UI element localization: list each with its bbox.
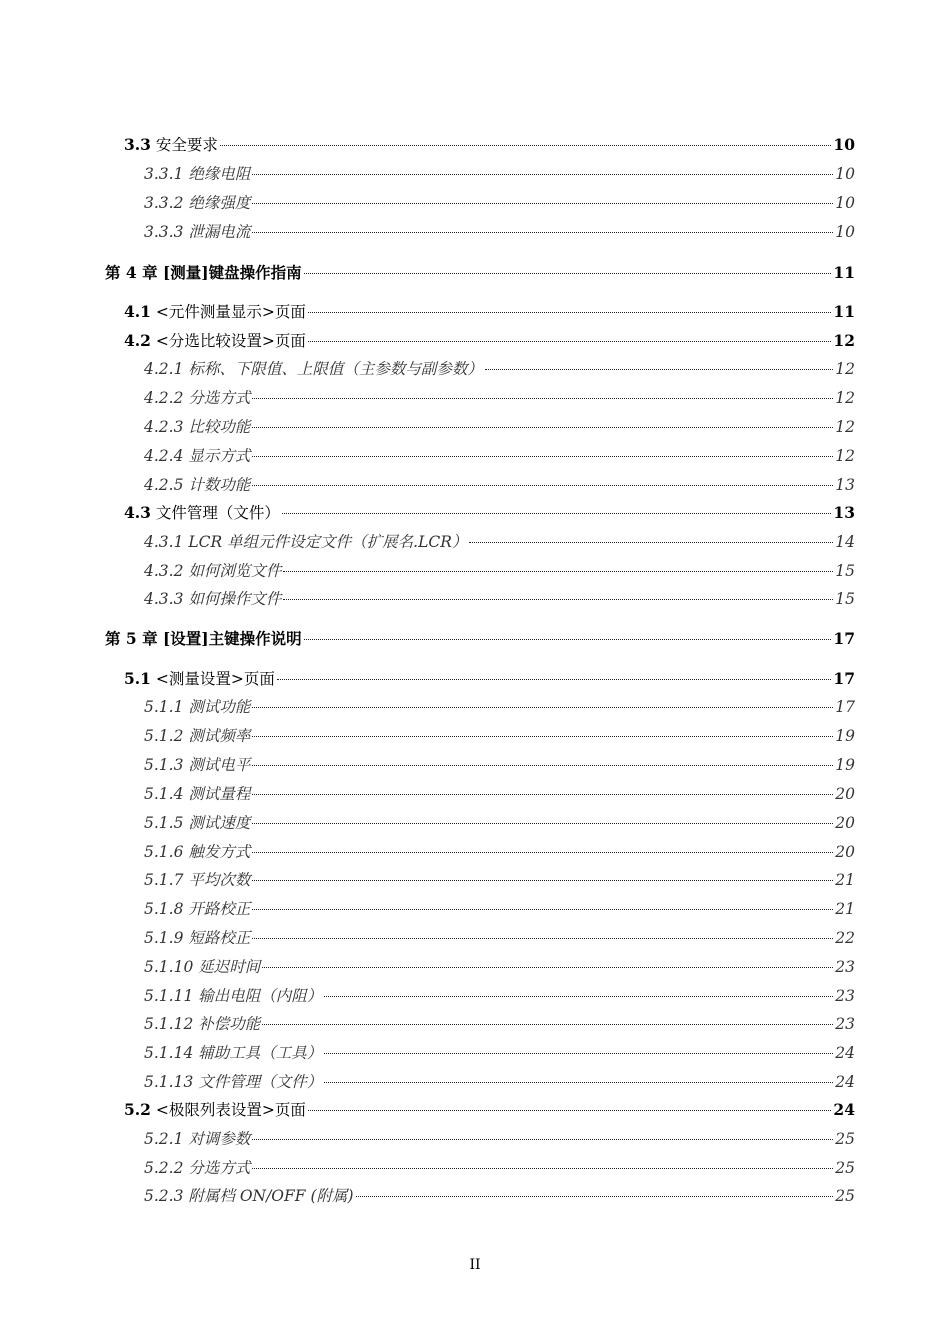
- toc-entry[interactable]: [144, 984, 855, 1006]
- dot-leader: [252, 485, 833, 486]
- dot-leader: [308, 1110, 832, 1111]
- dot-leader: [308, 341, 832, 342]
- dot-leader: [308, 312, 832, 313]
- toc-page-number: 21: [835, 900, 855, 918]
- toc-page-number: 14: [835, 533, 855, 551]
- dot-leader: [324, 1082, 833, 1083]
- toc-entry-text: 对调参数: [188, 1130, 251, 1148]
- toc-entry[interactable]: [144, 473, 855, 495]
- dot-leader: [324, 1053, 833, 1054]
- toc-page-number: 13: [833, 503, 855, 522]
- dot-leader: [252, 880, 833, 881]
- dot-leader: [262, 967, 833, 968]
- toc-entry-text: 附属档 ON/OFF (附属): [188, 1187, 354, 1205]
- toc-entry-text: 文件管理（文件）: [198, 1073, 323, 1091]
- dot-leader: [252, 398, 833, 399]
- toc-page-number: 25: [835, 1159, 855, 1177]
- toc-entry-number: 5.1.5: [144, 814, 184, 832]
- dot-leader: [283, 599, 833, 600]
- toc-entry-title: [144, 415, 250, 437]
- toc-entry-number: 5.2.3: [144, 1187, 184, 1205]
- toc-entry-number: 4.3.3: [144, 590, 184, 608]
- toc-entry[interactable]: [144, 1184, 855, 1206]
- toc-entry[interactable]: [124, 501, 855, 523]
- toc-entry-text: 泄漏电流: [188, 223, 251, 241]
- toc-entry-title: [144, 530, 467, 552]
- toc-entry-title: [124, 1098, 306, 1120]
- toc-entry-text: 分选方式: [188, 1159, 251, 1177]
- toc-page-number: 24: [835, 1044, 855, 1062]
- toc-entry-number: 5.1.9: [144, 929, 189, 947]
- toc-entry-number: 5.2: [124, 1100, 151, 1119]
- toc-entry-text: 触发方式: [188, 843, 251, 861]
- toc-entry-number: 3.3.1: [144, 165, 184, 183]
- toc-page-number: 11: [833, 302, 855, 321]
- toc-entry-number: 3.3.2: [144, 194, 189, 212]
- toc-page-number: 11: [833, 263, 855, 282]
- toc-entry[interactable]: [144, 357, 855, 379]
- toc-page-number: 20: [835, 843, 855, 861]
- dot-leader: [252, 765, 833, 766]
- toc-page-number: 12: [835, 389, 855, 407]
- dot-leader: [277, 679, 832, 680]
- toc-page-number: 22: [835, 929, 855, 947]
- toc-page-number: 12: [835, 418, 855, 436]
- toc-entry-title: [144, 162, 250, 184]
- toc-entry-text: 文件管理（文件）: [155, 504, 280, 522]
- dot-leader: [252, 1139, 833, 1140]
- toc-entry[interactable]: [124, 300, 855, 322]
- toc-entry-number: 5.1.1: [144, 698, 184, 716]
- toc-page-number: 10: [835, 165, 855, 183]
- toc-entry-title: [144, 1184, 354, 1206]
- toc-entry-title: [144, 811, 250, 833]
- toc-entry[interactable]: [144, 724, 855, 746]
- toc-page-number: 12: [833, 331, 855, 350]
- toc-entry-text: 如何操作文件: [188, 590, 282, 608]
- toc-entry-number: 5.1.10: [144, 958, 199, 976]
- toc-entry-text: 测试速度: [188, 814, 251, 832]
- toc-page-number: 15: [835, 562, 855, 580]
- toc-entry[interactable]: [144, 386, 855, 408]
- toc-page-number: 10: [835, 194, 855, 212]
- toc-entry-title: [144, 587, 281, 609]
- toc-entry-text: 辅助工具（工具）: [198, 1044, 323, 1062]
- toc-entry-text: 测试功能: [188, 698, 251, 716]
- toc-entry-number: 5.1.4: [144, 785, 184, 803]
- toc-entry[interactable]: [144, 444, 855, 466]
- toc-page-number: 12: [835, 360, 855, 378]
- toc-entry-number: 5.1.8: [144, 900, 189, 918]
- toc-entry-text: 平均次数: [188, 871, 251, 889]
- toc-entry[interactable]: [144, 587, 855, 609]
- toc-page-number: 23: [835, 958, 855, 976]
- toc-entry-title: [144, 473, 250, 495]
- toc-entry[interactable]: [144, 926, 855, 948]
- toc-page-number: 19: [835, 727, 855, 745]
- toc-entry-number: 5.1.12: [144, 1015, 194, 1033]
- toc-entry[interactable]: [144, 1156, 855, 1178]
- toc-entry-number: 3.3.3: [144, 223, 184, 241]
- toc-entry-text: 标称、下限值、上限值（主参数与副参数）: [188, 360, 483, 378]
- toc-entry-text: 如何浏览文件: [188, 562, 282, 580]
- toc-entry-title: [144, 444, 250, 466]
- dot-leader: [282, 513, 832, 514]
- toc-entry[interactable]: [124, 329, 855, 351]
- toc-entry-title: [105, 261, 302, 283]
- toc-entry[interactable]: [144, 955, 855, 977]
- toc-page-number: 24: [833, 1100, 855, 1119]
- toc-entry-number: 5.1.2: [144, 727, 184, 745]
- dot-leader: [262, 1024, 833, 1025]
- dot-leader: [252, 203, 833, 204]
- toc-entry-title: [144, 1041, 322, 1063]
- dot-leader: [220, 145, 832, 146]
- toc-entry-title: [144, 782, 250, 804]
- toc-entry-number: 4.2.3: [144, 418, 189, 436]
- toc-entry-title: [144, 357, 483, 379]
- toc-page-number: 15: [835, 590, 855, 608]
- toc-entry-number: 5.1: [124, 669, 151, 688]
- dot-leader: [356, 1196, 834, 1197]
- toc-entry[interactable]: [144, 782, 855, 804]
- toc-entry-text: 延迟时间: [198, 958, 261, 976]
- toc-entry[interactable]: [144, 415, 855, 437]
- dot-leader: [252, 1168, 833, 1169]
- toc-entry[interactable]: [144, 1127, 855, 1149]
- toc-entry-text: 输出电阻（内阻）: [198, 987, 323, 1005]
- toc-entry-text: <极限列表设置>页面: [155, 1101, 306, 1119]
- toc-chapter-entry[interactable]: [105, 261, 855, 283]
- toc-entry-number: 5.1.6: [144, 843, 189, 861]
- toc-entry-text: 开路校正: [188, 900, 251, 918]
- toc-entry-number: 4.1: [124, 302, 151, 321]
- toc-entry[interactable]: [144, 1012, 855, 1034]
- toc-entry[interactable]: [124, 133, 855, 155]
- toc-entry-text: 绝缘强度: [188, 194, 251, 212]
- toc-page-number: 19: [835, 756, 855, 774]
- toc-entry[interactable]: [144, 1041, 855, 1063]
- toc-entry-number: 4.3: [124, 503, 151, 522]
- toc-entry-number: 5.1.11: [144, 987, 199, 1005]
- toc-entry-text: LCR 单组元件设定文件（扩展名.LCR）: [188, 533, 468, 551]
- toc-entry-text: 显示方式: [188, 447, 251, 465]
- toc-page-number: 13: [835, 476, 855, 494]
- toc-entry-number: 4.2.2: [144, 389, 189, 407]
- toc-page-number: 21: [835, 871, 855, 889]
- toc-page-number: 20: [835, 814, 855, 832]
- toc-entry-text: <元件测量显示>页面: [155, 303, 306, 321]
- dot-leader: [324, 996, 833, 997]
- toc-entry[interactable]: [144, 191, 855, 213]
- toc-entry-text: 第 4 章 [测量]键盘操作指南: [105, 263, 302, 282]
- toc-page-number: 17: [833, 629, 855, 648]
- toc-entry-number: 4.2.1: [144, 360, 189, 378]
- toc-entry-title: [144, 926, 250, 948]
- toc-entry-title: [124, 133, 218, 155]
- toc-entry-number: 5.2.1: [144, 1130, 189, 1148]
- toc-entry-text: 短路校正: [188, 929, 251, 947]
- dot-leader: [252, 794, 833, 795]
- toc-entry-title: [144, 984, 322, 1006]
- toc-chapter-entry[interactable]: [105, 627, 855, 649]
- toc-entry[interactable]: [144, 695, 855, 717]
- toc-entry-number: 4.2: [124, 331, 151, 350]
- toc-entry-title: [124, 329, 306, 351]
- toc-entry-title: [144, 897, 250, 919]
- toc-entry[interactable]: [144, 753, 855, 775]
- toc-entry-number: 5.1.13: [144, 1073, 199, 1091]
- dot-leader: [252, 174, 833, 175]
- toc-entry-number: 5.1.7: [144, 871, 184, 889]
- toc-entry-text: 计数功能: [188, 476, 251, 494]
- toc-entry-title: [144, 753, 250, 775]
- toc-entry-title: [124, 501, 280, 523]
- toc-entry[interactable]: [144, 811, 855, 833]
- toc-entry-text: 测试量程: [188, 785, 251, 803]
- dot-leader: [252, 232, 833, 233]
- toc-entry-number: 5.1.3: [144, 756, 184, 774]
- toc-entry-title: [105, 627, 302, 649]
- toc-page-number: 23: [835, 1015, 855, 1033]
- toc-entry-text: 绝缘电阻: [188, 165, 251, 183]
- toc-entry-number: 4.3.2: [144, 562, 189, 580]
- toc-entry-text: 安全要求: [155, 136, 218, 154]
- dot-leader: [283, 571, 833, 572]
- toc-entry-title: [144, 724, 250, 746]
- toc-entry-number: 4.3.1: [144, 533, 184, 551]
- page-number: II: [469, 1257, 481, 1273]
- toc-page-number: 23: [835, 987, 855, 1005]
- toc-entry-text: 比较功能: [188, 418, 251, 436]
- toc-entry-text: <分选比较设置>页面: [155, 332, 306, 350]
- toc-page-number: 10: [835, 223, 855, 241]
- toc-entry-text: 测试电平: [188, 756, 251, 774]
- toc-entry[interactable]: [144, 868, 855, 890]
- toc-entry[interactable]: [144, 1070, 855, 1092]
- dot-leader: [252, 909, 833, 910]
- toc-entry-text: 补偿功能: [198, 1015, 261, 1033]
- toc-entry[interactable]: [124, 667, 855, 689]
- toc-entry-title: [144, 1127, 250, 1149]
- dot-leader: [252, 852, 833, 853]
- toc-entry[interactable]: [144, 840, 855, 862]
- toc-entry-title: [144, 840, 250, 862]
- toc-entry-text: <测量设置>页面: [155, 670, 275, 688]
- toc-page-number: 12: [835, 447, 855, 465]
- toc-entry-number: 4.2.4: [144, 447, 189, 465]
- toc-entry-title: [144, 695, 250, 717]
- dot-leader: [304, 639, 832, 640]
- toc-entry-title: [144, 868, 250, 890]
- dot-leader: [252, 427, 833, 428]
- toc-entry-number: 5.1.14: [144, 1044, 199, 1062]
- toc-entry-title: [144, 1012, 260, 1034]
- toc-page-number: 25: [835, 1130, 855, 1148]
- toc-page-number: 25: [835, 1187, 855, 1205]
- toc-entry-title: [144, 1070, 322, 1092]
- dot-leader: [469, 542, 833, 543]
- toc-entry-number: 4.2.5: [144, 476, 189, 494]
- dot-leader: [252, 456, 833, 457]
- toc-entry-title: [144, 1156, 250, 1178]
- toc-entry-text: 测试频率: [188, 727, 251, 745]
- dot-leader: [485, 369, 833, 370]
- toc-entry[interactable]: [124, 1098, 855, 1120]
- dot-leader: [252, 938, 833, 939]
- toc-entry-title: [144, 386, 250, 408]
- toc-entry[interactable]: [144, 559, 855, 581]
- toc-page-number: 17: [835, 698, 855, 716]
- dot-leader: [304, 273, 832, 274]
- toc-page-number: 24: [835, 1073, 855, 1091]
- dot-leader: [252, 707, 833, 708]
- toc-entry-title: [144, 220, 250, 242]
- toc-entry-title: [124, 667, 275, 689]
- dot-leader: [252, 736, 833, 737]
- toc-page-number: 20: [835, 785, 855, 803]
- toc-entry-text: 第 5 章 [设置]主键操作说明: [105, 629, 302, 648]
- toc-entry-title: [124, 300, 306, 322]
- toc-entry[interactable]: [144, 162, 855, 184]
- toc-entry-number: 5.2.2: [144, 1159, 189, 1177]
- toc-entry[interactable]: [144, 530, 855, 552]
- toc-entry[interactable]: [144, 897, 855, 919]
- toc-entry-number: 3.3: [124, 135, 151, 154]
- toc-page-number: 10: [833, 135, 855, 154]
- toc-entry-text: 分选方式: [188, 389, 251, 407]
- toc-entry-title: [144, 559, 281, 581]
- toc-page-number: 17: [833, 669, 855, 688]
- toc-entry-title: [144, 955, 260, 977]
- toc-entry[interactable]: [144, 220, 855, 242]
- toc-entry-title: [144, 191, 250, 213]
- dot-leader: [252, 823, 833, 824]
